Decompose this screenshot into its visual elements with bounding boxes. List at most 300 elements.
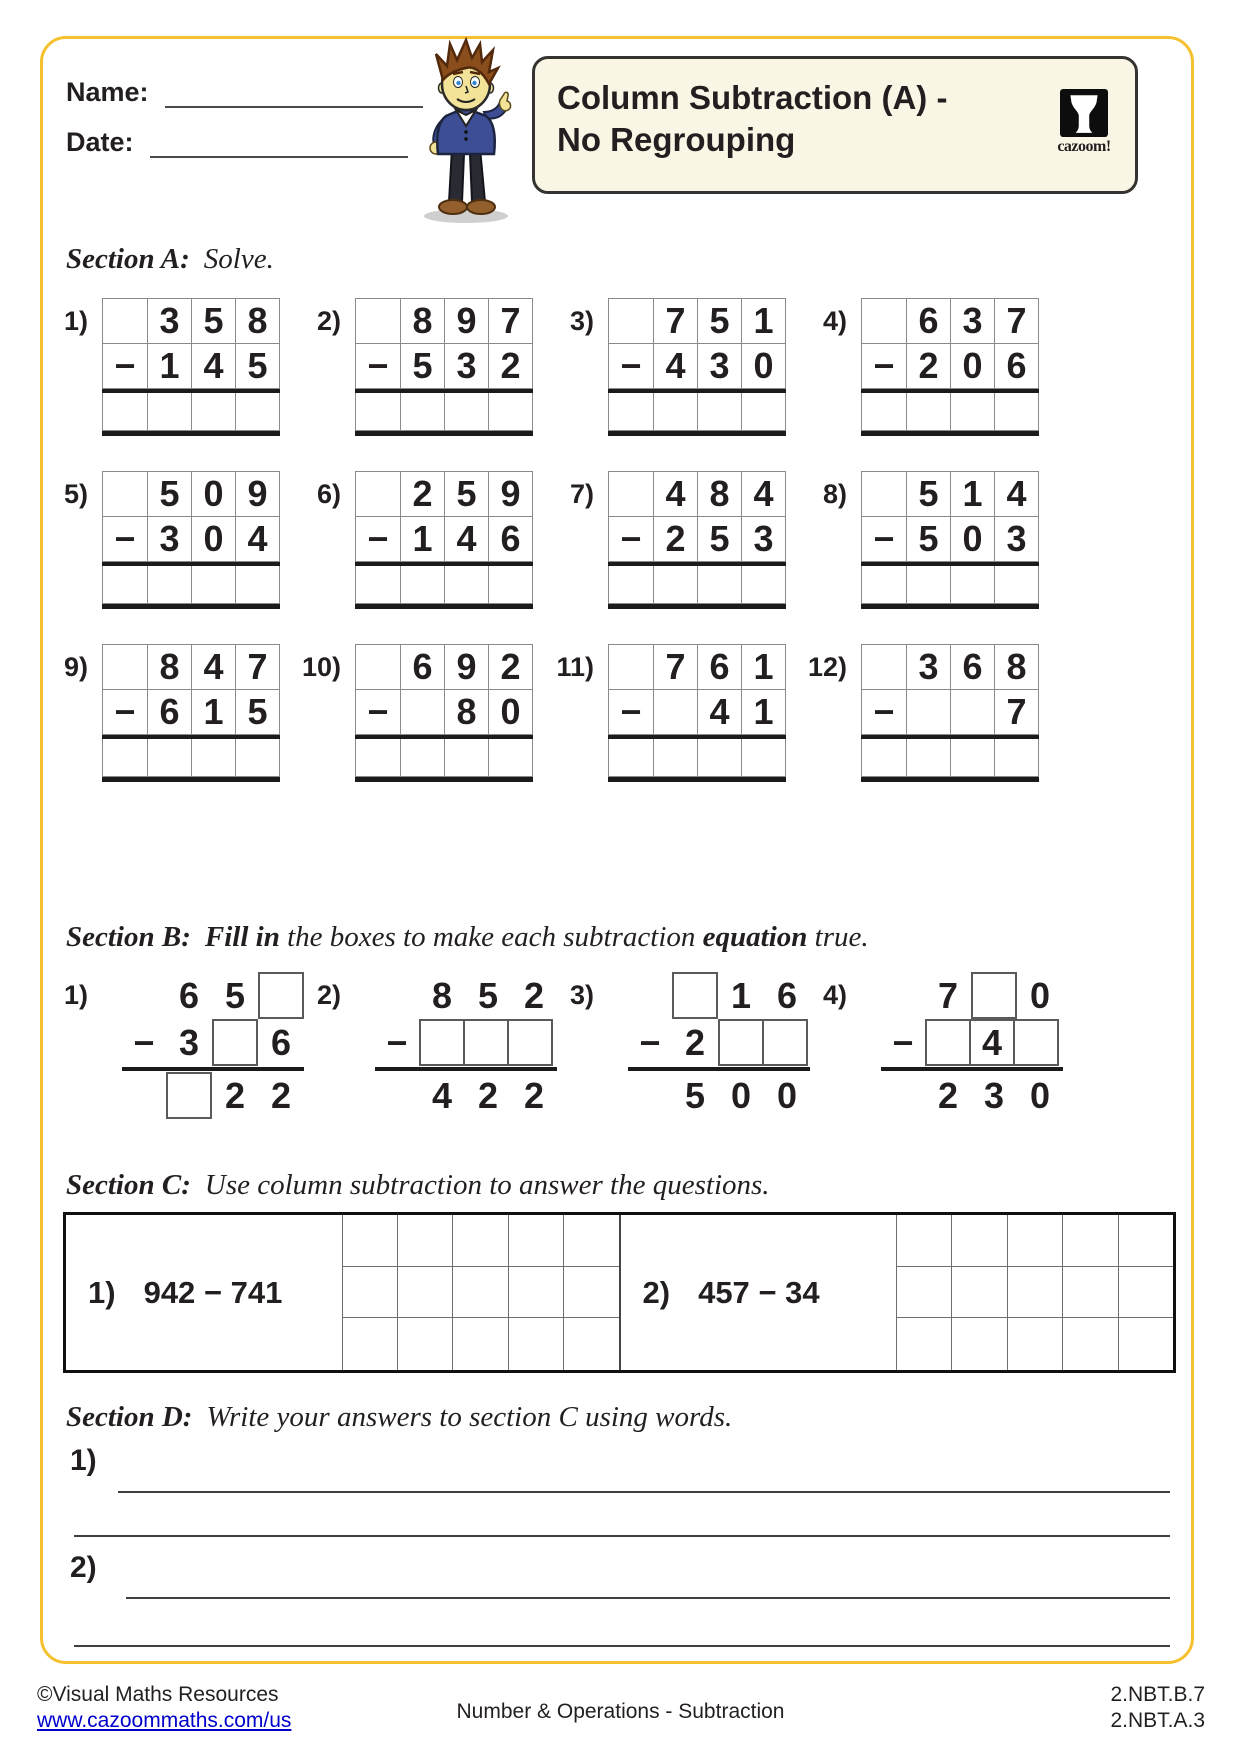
digit-cell bbox=[122, 972, 166, 1019]
working-cell[interactable] bbox=[342, 1267, 397, 1319]
answer-cell[interactable] bbox=[235, 393, 280, 431]
digit-cell: 4 bbox=[994, 471, 1039, 517]
working-cell[interactable] bbox=[1118, 1318, 1173, 1370]
digit-cell: 2 bbox=[684, 1021, 706, 1063]
subtraction-rule bbox=[628, 1067, 810, 1071]
bottom-rule bbox=[861, 777, 1039, 782]
working-cell[interactable] bbox=[1007, 1267, 1062, 1319]
subtrahend-row bbox=[102, 690, 280, 735]
digit-cell: 0 bbox=[1029, 974, 1051, 1016]
instruction-text: equation bbox=[702, 921, 808, 953]
standard-code-2: 2.NBT.A.3 bbox=[1110, 1709, 1205, 1733]
column-grid bbox=[355, 471, 533, 609]
digit-cell: 6 bbox=[776, 974, 798, 1016]
answer-cell[interactable] bbox=[994, 739, 1039, 777]
section-d-heading bbox=[66, 1401, 732, 1434]
minuend-row bbox=[608, 644, 786, 690]
answer-line[interactable] bbox=[74, 1535, 1170, 1537]
answer-cell[interactable] bbox=[400, 739, 445, 777]
bottom-rule bbox=[608, 431, 786, 436]
answer-cell[interactable] bbox=[355, 566, 401, 604]
answer-cell[interactable] bbox=[906, 739, 951, 777]
digit-cell: 9 bbox=[488, 471, 533, 517]
digit-cell bbox=[355, 644, 401, 690]
column-grid bbox=[608, 644, 786, 782]
minus-sign: − bbox=[102, 343, 148, 389]
digit-cell bbox=[628, 972, 672, 1019]
digit-cell: 6 bbox=[147, 689, 192, 735]
working-cell[interactable] bbox=[1118, 1267, 1173, 1319]
problem-number: 7) bbox=[569, 479, 594, 509]
section-c-box bbox=[63, 1212, 1176, 1373]
column-grid bbox=[861, 298, 1039, 436]
subtrahend-row bbox=[861, 344, 1039, 389]
answer-cell[interactable] bbox=[697, 393, 742, 431]
fill-in-box[interactable] bbox=[419, 1019, 465, 1066]
problem-number: 4) bbox=[822, 980, 847, 1010]
digit-cell: 7 bbox=[994, 298, 1039, 344]
fill-in-problem bbox=[807, 972, 1051, 1119]
digit-cell bbox=[861, 298, 907, 344]
digit-cell: 6 bbox=[994, 343, 1039, 389]
fill-in-grid bbox=[122, 972, 304, 1119]
digit-cell: 8 bbox=[147, 644, 192, 690]
digit-cell: 7 bbox=[653, 644, 698, 690]
subtrahend-row bbox=[355, 344, 533, 389]
problem-number: 2) bbox=[642, 1274, 671, 1310]
section-c-heading bbox=[66, 1169, 770, 1202]
digit-cell: 4 bbox=[653, 471, 698, 517]
fill-in-box[interactable] bbox=[1013, 1019, 1059, 1066]
column-grid bbox=[608, 471, 786, 609]
fill-in-box[interactable] bbox=[166, 1072, 212, 1119]
digit-cell: 1 bbox=[400, 516, 445, 562]
answer-cell[interactable] bbox=[488, 739, 533, 777]
answer-row bbox=[861, 739, 1039, 777]
digit-cell bbox=[881, 1072, 925, 1119]
answer-line[interactable] bbox=[118, 1491, 1170, 1493]
name-field-row bbox=[66, 76, 423, 108]
column-grid bbox=[102, 471, 280, 609]
answer-cell[interactable] bbox=[861, 566, 907, 604]
bottom-rule bbox=[861, 604, 1039, 609]
subtraction-rule bbox=[102, 389, 280, 393]
subtrahend-row bbox=[861, 690, 1039, 735]
problem-number: 10) bbox=[301, 652, 341, 682]
subtraction-problem bbox=[301, 644, 527, 782]
digit-cell: 4 bbox=[431, 1074, 453, 1116]
answer-cell[interactable] bbox=[191, 393, 236, 431]
subtrahend-row bbox=[861, 517, 1039, 562]
digit-cell: 5 bbox=[235, 689, 280, 735]
answer-cell[interactable] bbox=[653, 739, 698, 777]
working-cell[interactable] bbox=[1062, 1318, 1117, 1370]
answer-cell[interactable] bbox=[608, 393, 654, 431]
working-cell[interactable] bbox=[896, 1215, 951, 1267]
answer-cell[interactable] bbox=[653, 566, 698, 604]
answer-cell[interactable] bbox=[653, 393, 698, 431]
digit-cell bbox=[653, 689, 698, 735]
subtraction-problem bbox=[807, 644, 1033, 782]
fill-in-box[interactable] bbox=[718, 1019, 764, 1066]
working-grid bbox=[896, 1215, 1173, 1370]
bottom-rule bbox=[608, 604, 786, 609]
section-c-label: Section C: bbox=[66, 1169, 191, 1201]
problem-number: 8) bbox=[822, 479, 847, 509]
answer-row bbox=[375, 1072, 557, 1119]
answer-cell[interactable] bbox=[950, 739, 995, 777]
problem-number: 2) bbox=[316, 980, 341, 1010]
digit-cell: 7 bbox=[488, 298, 533, 344]
answer-cell[interactable] bbox=[102, 739, 148, 777]
working-cell[interactable] bbox=[342, 1318, 397, 1370]
minuend-row bbox=[102, 644, 280, 690]
answer-2-number: 2) bbox=[70, 1551, 97, 1584]
digit-cell: 8 bbox=[697, 471, 742, 517]
digit-cell bbox=[861, 644, 907, 690]
answer-cell[interactable] bbox=[355, 739, 401, 777]
problem-number: 6) bbox=[316, 479, 341, 509]
digit-cell: 2 bbox=[477, 1074, 499, 1116]
answer-cell[interactable] bbox=[861, 393, 907, 431]
name-label: Name: bbox=[66, 77, 149, 107]
answer-cell[interactable] bbox=[102, 566, 148, 604]
word-problem-panel bbox=[66, 1215, 619, 1370]
digit-cell: 2 bbox=[488, 343, 533, 389]
footer-topic: Number & Operations - Subtraction bbox=[456, 1700, 785, 1723]
answer-cell[interactable] bbox=[488, 393, 533, 431]
digit-cell: 2 bbox=[523, 974, 545, 1016]
digit-cell: 2 bbox=[224, 1074, 246, 1116]
digit-cell: 3 bbox=[697, 343, 742, 389]
column-grid bbox=[355, 644, 533, 782]
answer-cell[interactable] bbox=[191, 566, 236, 604]
bottom-rule bbox=[102, 431, 280, 436]
minuend-row bbox=[628, 972, 810, 1019]
digit-cell: 0 bbox=[950, 343, 995, 389]
digit-cell: 4 bbox=[235, 516, 280, 562]
answer-cell[interactable] bbox=[102, 393, 148, 431]
answer-row bbox=[355, 739, 533, 777]
answer-cell[interactable] bbox=[444, 566, 489, 604]
digit-cell: 1 bbox=[950, 471, 995, 517]
subtraction-problem bbox=[807, 298, 1033, 436]
digit-cell: 8 bbox=[431, 974, 453, 1016]
digit-cell: 2 bbox=[400, 471, 445, 517]
working-cell[interactable] bbox=[1062, 1215, 1117, 1267]
problem-number: 1) bbox=[63, 980, 88, 1010]
digit-cell: 6 bbox=[400, 644, 445, 690]
bottom-rule bbox=[861, 431, 1039, 436]
answer-cell[interactable] bbox=[488, 566, 533, 604]
answer-cell[interactable] bbox=[994, 393, 1039, 431]
digit-cell: 5 bbox=[477, 974, 499, 1016]
digit-cell: 2 bbox=[937, 1074, 959, 1116]
drum-icon bbox=[1060, 89, 1108, 137]
fill-in-problem bbox=[301, 972, 545, 1119]
section-a-instruction: Solve. bbox=[203, 243, 274, 275]
subtraction-problem bbox=[554, 298, 780, 436]
word-problem-panel bbox=[619, 1215, 1174, 1370]
fill-in-box[interactable] bbox=[507, 1019, 553, 1066]
fill-in-grid bbox=[628, 972, 810, 1119]
answer-row bbox=[102, 566, 280, 604]
digit-cell: 8 bbox=[444, 689, 489, 735]
subtraction-problem bbox=[807, 471, 1033, 609]
bottom-rule bbox=[608, 777, 786, 782]
working-cell[interactable] bbox=[1118, 1215, 1173, 1267]
working-cell[interactable] bbox=[452, 1267, 507, 1319]
digit-cell: 1 bbox=[147, 343, 192, 389]
digit-cell bbox=[608, 644, 654, 690]
answer-cell[interactable] bbox=[861, 739, 907, 777]
working-cell[interactable] bbox=[1007, 1215, 1062, 1267]
problem-number: 2) bbox=[316, 306, 341, 336]
digit-cell: 2 bbox=[523, 1074, 545, 1116]
fill-in-problem bbox=[554, 972, 798, 1119]
digit-cell: 3 bbox=[906, 644, 951, 690]
fill-in-box[interactable] bbox=[212, 1019, 258, 1066]
digit-cell: 1 bbox=[741, 689, 786, 735]
answer-row bbox=[608, 393, 786, 431]
answer-cell[interactable] bbox=[400, 393, 445, 431]
column-grid bbox=[102, 644, 280, 782]
digit-cell: 4 bbox=[191, 343, 236, 389]
answer-cell[interactable] bbox=[950, 393, 995, 431]
subtraction-problem bbox=[48, 298, 274, 436]
minuend-row bbox=[861, 644, 1039, 690]
fill-in-box[interactable] bbox=[925, 1019, 971, 1066]
working-cell[interactable] bbox=[896, 1267, 951, 1319]
answer-row bbox=[861, 566, 1039, 604]
answer-cell[interactable] bbox=[147, 566, 192, 604]
digit-cell: 5 bbox=[444, 471, 489, 517]
column-grid bbox=[102, 298, 280, 436]
digit-cell bbox=[881, 972, 925, 1019]
minus-sign: − bbox=[861, 689, 907, 735]
working-cell[interactable] bbox=[452, 1318, 507, 1370]
minuend-row bbox=[881, 972, 1063, 1019]
digit-cell: 6 bbox=[906, 298, 951, 344]
subtrahend-row bbox=[608, 690, 786, 735]
answer-cell[interactable] bbox=[994, 566, 1039, 604]
working-cell[interactable] bbox=[397, 1215, 452, 1267]
section-d-label: Section D: bbox=[66, 1401, 193, 1433]
answer-cell[interactable] bbox=[444, 393, 489, 431]
cazoom-logo bbox=[1045, 89, 1123, 156]
logo-wordmark: cazoom! bbox=[1057, 138, 1111, 155]
working-cell[interactable] bbox=[951, 1318, 1006, 1370]
bottom-rule bbox=[102, 604, 280, 609]
minus-sign: − bbox=[133, 1021, 155, 1063]
digit-cell: 3 bbox=[147, 298, 192, 344]
minus-sign: − bbox=[861, 343, 907, 389]
digit-cell: 0 bbox=[191, 516, 236, 562]
subtraction-rule bbox=[102, 562, 280, 566]
digit-cell: 0 bbox=[741, 343, 786, 389]
digit-cell: 5 bbox=[235, 343, 280, 389]
mascot-boy-illustration bbox=[412, 36, 527, 226]
digit-cell: 5 bbox=[191, 298, 236, 344]
minuend-row bbox=[102, 471, 280, 517]
fill-in-box[interactable] bbox=[971, 972, 1017, 1019]
digit-cell bbox=[608, 298, 654, 344]
subtraction-rule bbox=[861, 735, 1039, 739]
minuend-row bbox=[608, 471, 786, 517]
answer-row bbox=[355, 566, 533, 604]
question bbox=[621, 1215, 897, 1370]
fill-in-box[interactable] bbox=[463, 1019, 509, 1066]
date-input-line[interactable] bbox=[150, 126, 408, 158]
section-d-instruction: Write your answers to section C using words. bbox=[206, 1401, 733, 1433]
worksheet-title bbox=[557, 77, 947, 161]
digit-cell: 1 bbox=[741, 644, 786, 690]
digit-cell: 2 bbox=[906, 343, 951, 389]
problem-number: 3) bbox=[569, 306, 594, 336]
working-cell[interactable] bbox=[508, 1267, 563, 1319]
fill-in-box[interactable] bbox=[258, 972, 304, 1019]
answer-cell[interactable] bbox=[741, 566, 786, 604]
problem-number: 11) bbox=[556, 652, 594, 682]
digit-cell bbox=[608, 471, 654, 517]
section-a-label: Section A: bbox=[66, 243, 190, 275]
subtrahend-row bbox=[355, 517, 533, 562]
digit-cell: 4 bbox=[741, 471, 786, 517]
digit-cell bbox=[906, 689, 951, 735]
subtrahend-row bbox=[608, 517, 786, 562]
working-cell[interactable] bbox=[563, 1215, 618, 1267]
bottom-rule bbox=[355, 431, 533, 436]
copyright-text: ©Visual Maths Resources bbox=[37, 1683, 279, 1706]
cazoom-website-link[interactable]: www.cazoommaths.com/us bbox=[37, 1709, 292, 1733]
section-b-instruction bbox=[205, 921, 869, 953]
subtraction-rule bbox=[122, 1067, 304, 1071]
digit-cell: 0 bbox=[488, 689, 533, 735]
digit-cell: 0 bbox=[191, 471, 236, 517]
working-cell[interactable] bbox=[1062, 1267, 1117, 1319]
answer-cell[interactable] bbox=[741, 393, 786, 431]
working-cell[interactable] bbox=[1007, 1318, 1062, 1370]
answer-cell[interactable] bbox=[355, 393, 401, 431]
answer-cell[interactable] bbox=[697, 739, 742, 777]
section-a-problems bbox=[48, 298, 1033, 782]
minuend-row bbox=[861, 298, 1039, 344]
answer-line[interactable] bbox=[74, 1645, 1170, 1647]
digit-cell: 7 bbox=[235, 644, 280, 690]
digit-cell bbox=[122, 1072, 166, 1119]
subtraction-rule bbox=[608, 562, 786, 566]
answer-cell[interactable] bbox=[608, 739, 654, 777]
standard-code-1: 2.NBT.B.7 bbox=[1110, 1683, 1205, 1706]
subtraction-rule bbox=[608, 735, 786, 739]
answer-1-number: 1) bbox=[70, 1444, 97, 1477]
answer-cell[interactable] bbox=[235, 566, 280, 604]
minus-sign: − bbox=[892, 1021, 914, 1063]
name-input-line[interactable] bbox=[165, 76, 423, 108]
working-grid bbox=[342, 1215, 619, 1370]
working-cell[interactable] bbox=[563, 1318, 618, 1370]
section-b-label: Section B: bbox=[66, 921, 191, 953]
digit-cell: 6 bbox=[270, 1021, 292, 1063]
subtrahend-row bbox=[102, 517, 280, 562]
working-cell[interactable] bbox=[508, 1318, 563, 1370]
answer-cell[interactable] bbox=[191, 739, 236, 777]
answer-row bbox=[102, 393, 280, 431]
minus-sign: − bbox=[608, 343, 654, 389]
answer-cell[interactable] bbox=[235, 739, 280, 777]
subtraction-rule bbox=[861, 389, 1039, 393]
fill-in-grid bbox=[881, 972, 1063, 1119]
instruction-text: true. bbox=[807, 921, 869, 953]
answer-line[interactable] bbox=[126, 1597, 1170, 1599]
digit-cell: 4 bbox=[444, 516, 489, 562]
digit-cell: 3 bbox=[994, 516, 1039, 562]
digit-cell: 7 bbox=[653, 298, 698, 344]
instruction-text: the boxes to make each subtraction bbox=[279, 921, 703, 953]
minuend-row bbox=[122, 972, 304, 1019]
digit-cell: 7 bbox=[994, 689, 1039, 735]
digit-cell bbox=[375, 972, 419, 1019]
working-cell[interactable] bbox=[508, 1215, 563, 1267]
section-b-heading bbox=[66, 921, 869, 954]
answer-cell[interactable] bbox=[950, 566, 995, 604]
fill-in-box[interactable] bbox=[672, 972, 718, 1019]
answer-cell[interactable] bbox=[741, 739, 786, 777]
answer-cell[interactable] bbox=[906, 566, 951, 604]
answer-cell[interactable] bbox=[906, 393, 951, 431]
answer-cell[interactable] bbox=[608, 566, 654, 604]
digit-cell: 0 bbox=[1029, 1074, 1051, 1116]
digit-cell: 7 bbox=[937, 974, 959, 1016]
minus-sign: − bbox=[102, 689, 148, 735]
digit-cell: 3 bbox=[950, 298, 995, 344]
digit-cell: 8 bbox=[400, 298, 445, 344]
working-cell[interactable] bbox=[951, 1215, 1006, 1267]
digit-cell: 4 bbox=[697, 689, 742, 735]
minus-sign: − bbox=[608, 689, 654, 735]
instruction-text: Fill in bbox=[204, 921, 280, 953]
subtrahend-row bbox=[375, 1019, 557, 1066]
working-cell[interactable] bbox=[951, 1267, 1006, 1319]
working-cell[interactable] bbox=[452, 1215, 507, 1267]
answer-cell[interactable] bbox=[444, 739, 489, 777]
problem-number: 3) bbox=[569, 980, 594, 1010]
column-grid bbox=[861, 644, 1039, 782]
subtraction-rule bbox=[355, 389, 533, 393]
answer-cell[interactable] bbox=[147, 393, 192, 431]
bottom-rule bbox=[355, 777, 533, 782]
expression: 457 − 34 bbox=[698, 1274, 820, 1310]
working-cell[interactable] bbox=[563, 1267, 618, 1319]
digit-cell: 5 bbox=[147, 471, 192, 517]
working-cell[interactable] bbox=[896, 1318, 951, 1370]
working-cell[interactable] bbox=[342, 1215, 397, 1267]
subtraction-rule bbox=[608, 389, 786, 393]
digit-cell bbox=[102, 471, 148, 517]
minus-sign: − bbox=[355, 343, 401, 389]
fill-in-box[interactable] bbox=[762, 1019, 808, 1066]
answer-cell[interactable] bbox=[697, 566, 742, 604]
working-cell[interactable] bbox=[397, 1267, 452, 1319]
subtrahend-row bbox=[102, 344, 280, 389]
working-cell[interactable] bbox=[397, 1318, 452, 1370]
column-grid bbox=[608, 298, 786, 436]
answer-cell[interactable] bbox=[147, 739, 192, 777]
answer-cell[interactable] bbox=[400, 566, 445, 604]
digit-cell: 8 bbox=[235, 298, 280, 344]
digit-cell bbox=[375, 1072, 419, 1119]
digit-cell: 1 bbox=[741, 298, 786, 344]
